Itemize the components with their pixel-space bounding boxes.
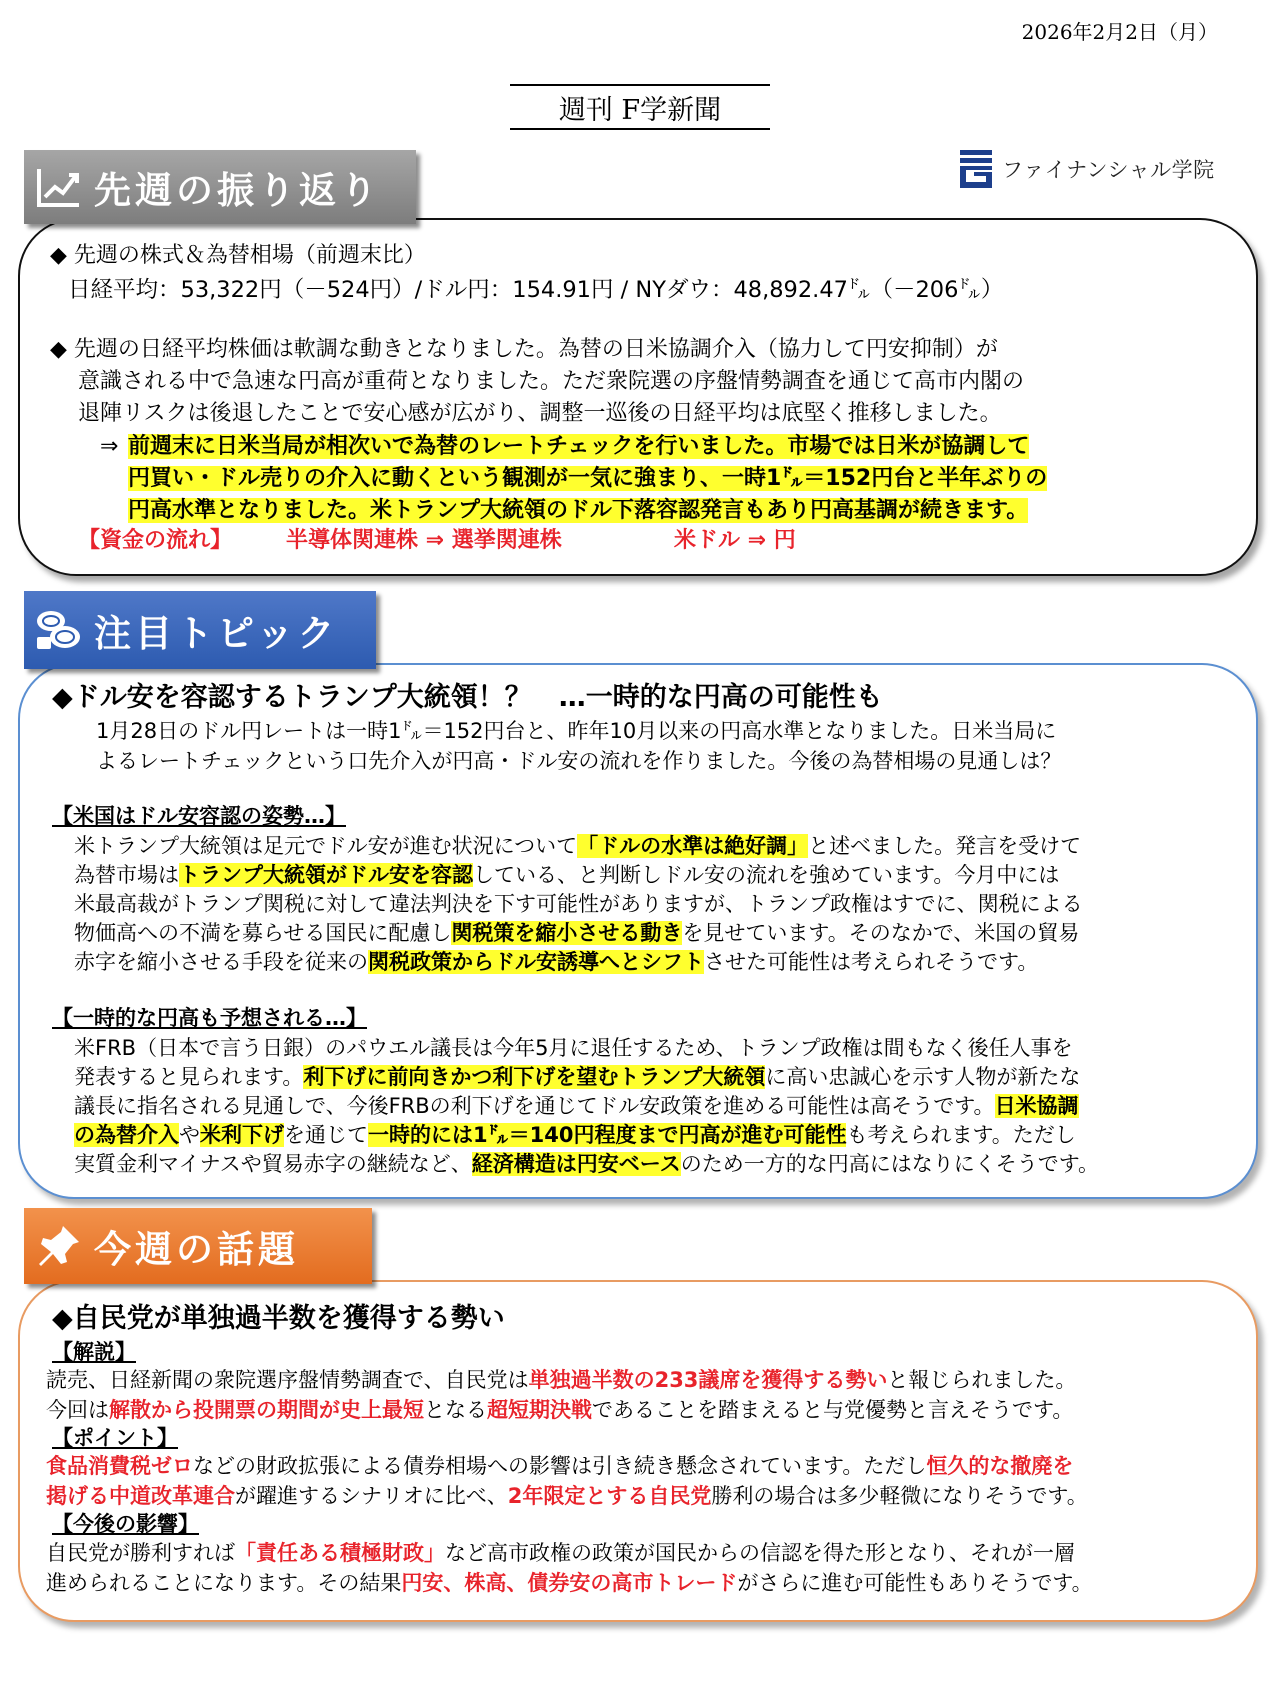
topic-text-line: 赤字を縮小させる手段を従来の関税政策からドル安誘導へとシフトさせた可能性は考えられそうです。 — [74, 950, 1039, 974]
topic-text-line: 米トランプ大統領は足元でドル安が進む状況について「ドルの水準は絶好調」と述べました。発言を受けて — [74, 834, 1082, 858]
review-arrow: ⇒ — [100, 434, 119, 459]
market-summary-heading: ◆ 先週の株式＆為替相場（前週末比） — [50, 243, 426, 268]
section-header-week — [24, 1208, 372, 1284]
market-figures: 日経平均：53,322円（－524円）/ドル円：154.91円 / NYダウ：48,892.47㌦（－206㌦） — [68, 277, 1004, 303]
week-subheading: 【今後の影響】 — [52, 1512, 199, 1536]
topic-text-line: 議長に指名される見通しで、今後FRBの利下げを通じてドル安政策を進める可能性は高そうです。日米協調 — [74, 1094, 1079, 1118]
week-text-line: 食品消費税ゼロなどの財政拡張による債券相場への影響は引き続き懸念されています。ただし恒久的な撤廃を — [46, 1454, 1074, 1478]
week-text-line: 今回は解散から投開票の期間が史上最短となる超短期決戦であることを踏まえると与党優勢と言えそうです。 — [46, 1398, 1074, 1422]
coins-icon — [24, 607, 94, 653]
week-text-line: 掲げる中道改革連合が躍進するシナリオに比べ、2年限定とする自民党勝利の場合は多少軽微になりそうです。 — [46, 1484, 1088, 1508]
review-highlight-line: 前週末に日米当局が相次いで為替のレートチェックを行いました。市場では日米が協調して — [128, 434, 1030, 459]
topic-text-line: 米最高裁がトランプ関税に対して違法判決を下す可能性がありますが、トランプ政権はすでに、関税による — [74, 892, 1083, 916]
brand-mark-icon — [958, 148, 994, 190]
pushpin-icon — [24, 1222, 94, 1270]
week-subheading: 【解説】 — [52, 1340, 136, 1364]
review-text-line: 退陣リスクは後退したことで安心感が広がり、調整一巡後の日経平均は底堅く推移しました。 — [78, 401, 1002, 426]
topic-intro-line: 1月28日のドル円レートは一時1㌦＝152円台と、昨年10月以来の円高水準となりました。日米当局に — [96, 719, 1057, 743]
brand-logo — [958, 148, 1215, 190]
week-subheading: 【ポイント】 — [52, 1426, 178, 1450]
topic-text-line: 為替市場はトランプ大統領がドル安を容認している、と判断しドル安の流れを強めています。今月中には — [74, 863, 1060, 887]
topic-intro-line: よるレートチェックという口先介入が円高・ドル安の流れを作りました。今後の為替相場の見通しは？ — [96, 749, 1062, 773]
section-title: 今週の話題 — [94, 1228, 299, 1271]
money-flow-stocks: 半導体関連株 ⇒ 選挙関連株 — [286, 528, 562, 553]
review-text-line: 意識される中で急速な円高が重荷となりました。ただ衆院選の序盤情勢調査を通じて高市内閣の — [78, 369, 1025, 394]
section-header-review — [24, 150, 416, 224]
week-headline: ◆自民党が単独過半数を獲得する勢い — [52, 1303, 505, 1334]
masthead-title: 週刊 F学新聞 — [510, 84, 770, 130]
chart-trend-icon — [24, 165, 94, 209]
topic-text-line: 物価高への不満を募らせる国民に配慮し関税策を縮小させる動きを見せています。そのなかで、米国の貿易 — [74, 921, 1080, 945]
brand-name: ファイナンシャル学院 — [1002, 158, 1215, 182]
topic-text-line: 発表すると見られます。利下げに前向きかつ利下げを望むトランプ大統領に高い忠誠心を示す人物が新たな — [74, 1065, 1081, 1089]
section-title: 注目トピック — [94, 612, 339, 655]
topic-headline: ◆ドル安を容認するトランプ大統領！？ …一時的な円高の可能性も — [52, 682, 883, 713]
week-text-line: 読売、日経新聞の衆院選序盤情勢調査で、自民党は単独過半数の233議席を獲得する勢いと報じられました。 — [46, 1368, 1077, 1392]
topic-subheading: 【米国はドル安容認の姿勢…】 — [52, 804, 346, 828]
week-text-line: 進められることになります。その結果円安、株高、債券安の高市トレードがさらに進む可能性もありそうです。 — [46, 1571, 1093, 1595]
money-flow-fx: 米ドル ⇒ 円 — [674, 528, 796, 553]
topic-text-line: 実質金利マイナスや貿易赤字の継続など、経済構造は円安ベースのため一方的な円高にはなりにくそうです。 — [74, 1152, 1100, 1176]
topic-text-line: 米FRB（日本で言う日銀）のパウエル議長は今年5月に退任するため、トランプ政権は間もなく後任人事を — [74, 1036, 1073, 1060]
week-text-line: 自民党が勝利すれば「責任ある積極財政」など高市政権の政策が国民からの信認を得た形となり、それが一層 — [46, 1541, 1075, 1565]
issue-date: 2026年2月2日（月） — [1021, 20, 1218, 44]
review-text-line: ◆ 先週の日経平均株価は軟調な動きとなりました。為替の日米協調介入（協力して円安抑制）が — [50, 337, 998, 362]
section-header-topic — [24, 591, 376, 669]
topic-text-line: の為替介入や米利下げを通じて一時的には1㌦＝140円程度まで円高が進む可能性も考えられます。ただし — [74, 1123, 1076, 1147]
money-flow-label: 【資金の流れ】 — [78, 528, 233, 553]
review-highlight-line: 円高水準となりました。米トランプ大統領のドル下落容認発言もあり円高基調が続きます。 — [128, 498, 1029, 523]
section-title: 先週の振り返り — [94, 169, 381, 212]
topic-subheading: 【一時的な円高も予想される…】 — [52, 1006, 367, 1030]
review-highlight-line: 円買い・ドル売りの介入に動くという観測が一気に強まり、一時1㌦＝152円台と半年ぶりの — [128, 466, 1048, 491]
